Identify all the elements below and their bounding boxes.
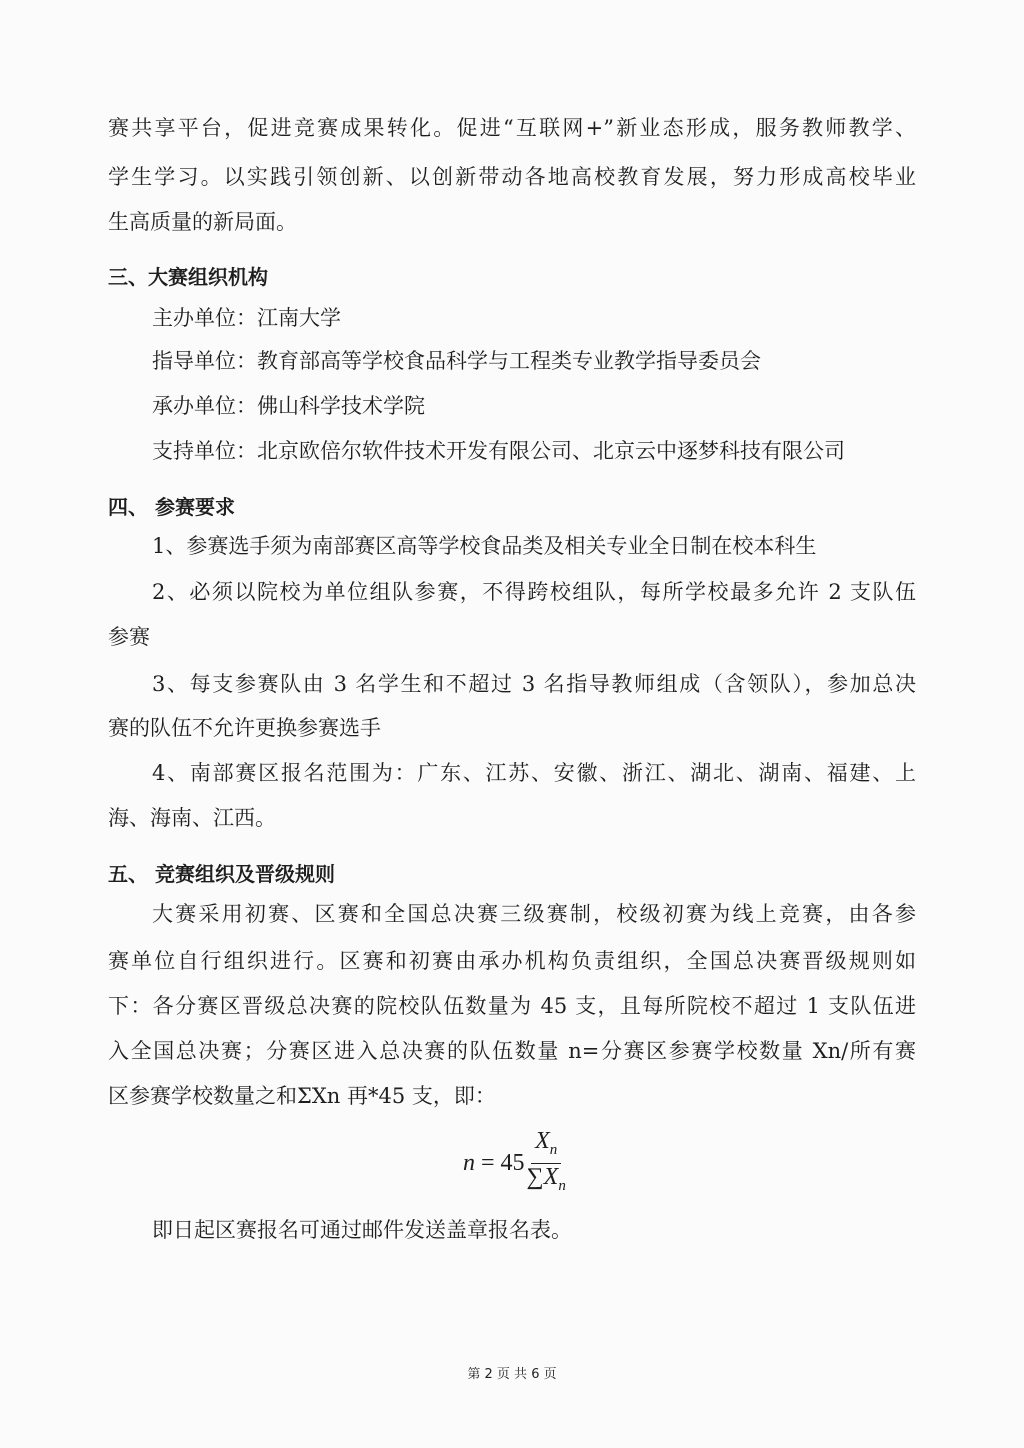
body-line: 赛共享平台，促进竞赛成果转化。促进“互联网+”新业态形成，服务教师教学、	[108, 116, 916, 140]
section-heading: 三、大赛组织机构	[108, 265, 268, 289]
org-item: 承办单位：佛山科学技术学院	[152, 394, 425, 418]
section-heading: 五、 竞赛组织及晋级规则	[108, 862, 335, 886]
formula-coefficient: 45	[500, 1149, 525, 1176]
formula-lhs: n	[463, 1149, 475, 1176]
requirement-line: 4、南部赛区报名范围为：广东、江苏、安徽、浙江、湖北、湖南、福建、上	[152, 761, 916, 785]
formula-fraction	[527, 1128, 566, 1199]
rule-line: 赛单位自行组织进行。区赛和初赛由承办机构负责组织，全国总决赛晋级规则如	[108, 949, 916, 973]
body-line: 生高质量的新局面。	[108, 210, 297, 234]
requirement-line: 参赛	[108, 625, 150, 649]
formula-equals: =	[481, 1149, 495, 1176]
page-footer: 第 2 页 共 6 页	[467, 1367, 557, 1382]
formula-numerator: X	[535, 1128, 550, 1154]
section-heading: 四、 参赛要求	[108, 495, 235, 519]
org-item: 指导单位：教育部高等学校食品科学与工程类专业教学指导委员会	[152, 349, 761, 373]
requirement-line: 3、每支参赛队由 3 名学生和不超过 3 名指导教师组成（含领队），参加总决	[152, 672, 916, 696]
rule-line: 大赛采用初赛、区赛和全国总决赛三级赛制，校级初赛为线上竞赛，由各参	[152, 902, 916, 926]
formula	[463, 1128, 566, 1199]
requirement-line: 海、海南、江西。	[108, 806, 276, 830]
org-item: 主办单位：江南大学	[152, 306, 341, 330]
closing-line: 即日起区赛报名可通过邮件发送盖章报名表。	[152, 1218, 572, 1242]
requirement-line: 2、必须以院校为单位组队参赛，不得跨校组队，每所学校最多允许 2 支队伍	[152, 580, 916, 604]
rule-line: 入全国总决赛；分赛区进入总决赛的队伍数量 n=分赛区参赛学校数量 Xn/所有赛	[108, 1039, 916, 1063]
formula-subscript: n	[549, 1141, 558, 1158]
requirement-line: 1、参赛选手须为南部赛区高等学校食品类及相关专业全日制在校本科生	[152, 534, 817, 558]
requirement-line: 赛的队伍不允许更换参赛选手	[108, 716, 381, 740]
body-line: 学生学习。以实践引领创新、以创新带动各地高校教育发展，努力形成高校毕业	[108, 165, 916, 189]
rule-line: 下：各分赛区晋级总决赛的院校队伍数量为 45 支，且每所院校不超过 1 支队伍进	[108, 994, 916, 1018]
formula-subscript: n	[558, 1177, 566, 1194]
org-item: 支持单位：北京欧倍尔软件技术开发有限公司、北京云中逐梦科技有限公司	[152, 439, 845, 463]
formula-denominator: ∑X	[526, 1163, 559, 1190]
rule-line: 区参赛学校数量之和ΣXn 再*45 支，即：	[108, 1084, 496, 1108]
